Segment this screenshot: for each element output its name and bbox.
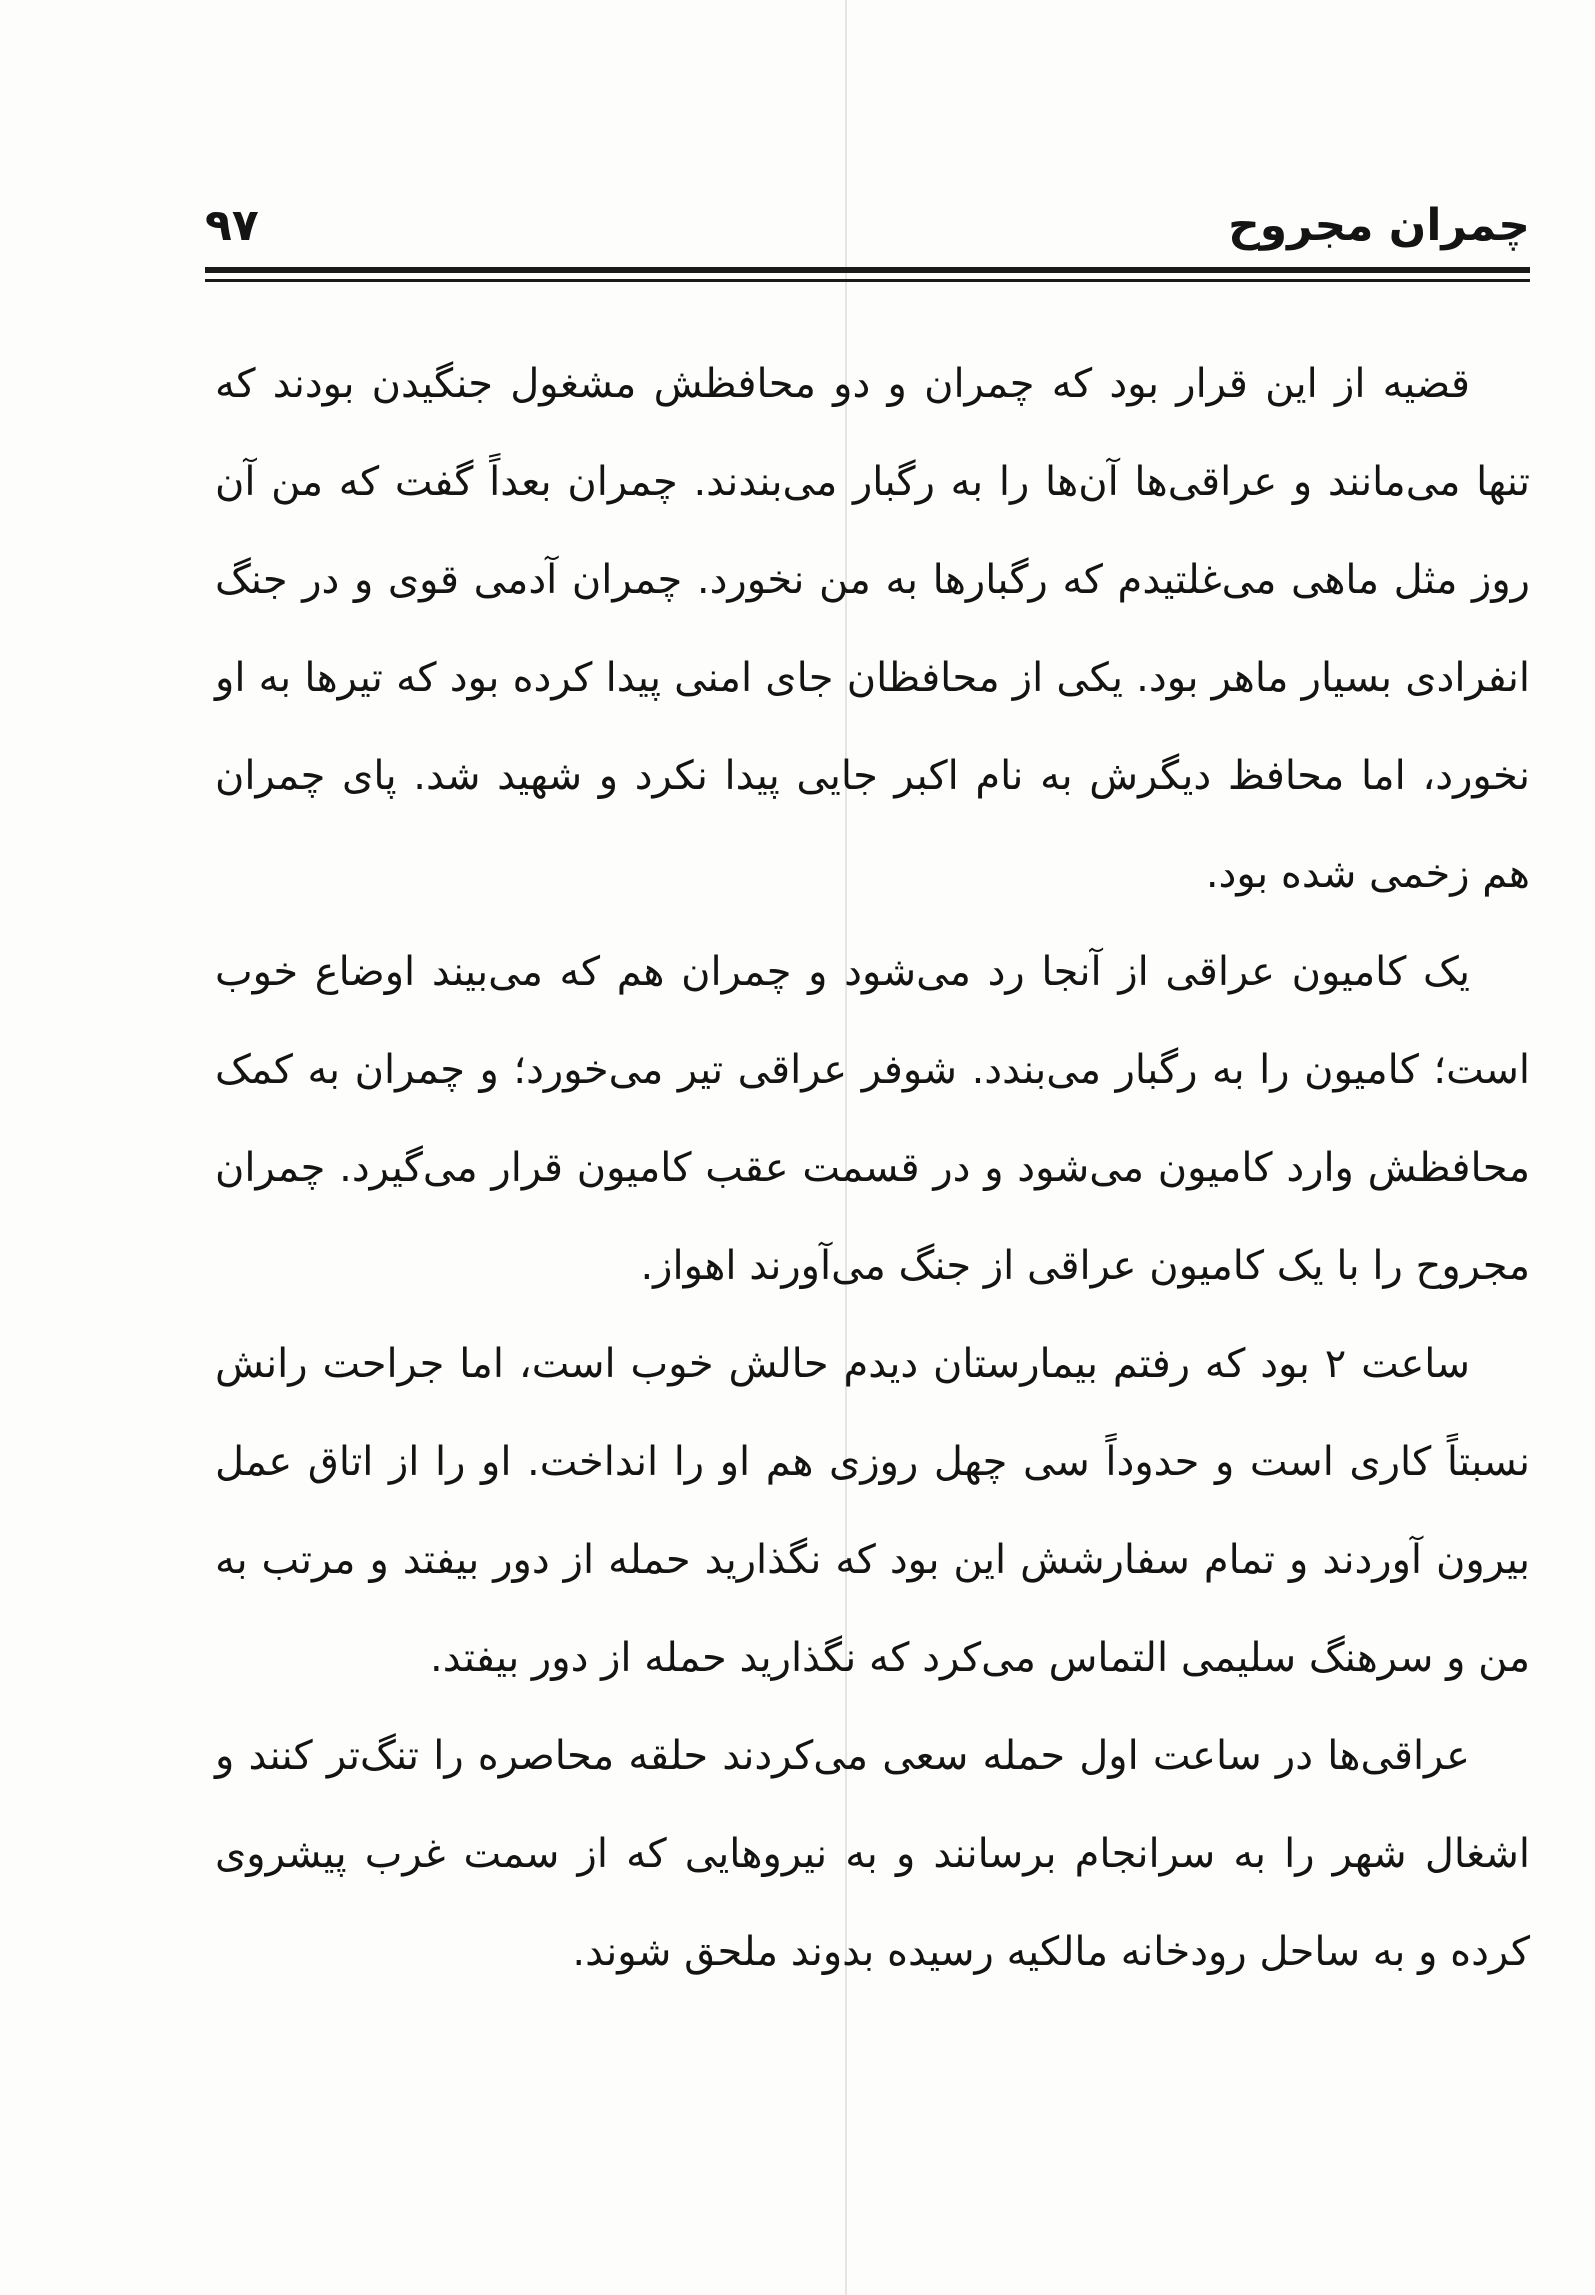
paragraph-4: عراقی‌ها در ساعت اول حمله سعی می‌کردند حلقه محاصره را تنگ‌تر کنند و اشغال شهر را به سرانجام برسانند و به نیروهایی که از سمت غرب پیشروی کرده و به ساحل رودخانه مالکیه رسیده بدوند ملحق شوند.: [215, 1733, 1530, 1975]
body-text: [215, 335, 1530, 2001]
paragraph-1: قضیه از این قرار بود که چمران و دو محافظش مشغول جنگیدن بودند که تنها می‌مانند و عراقی‌ها آن‌ها را به رگبار می‌بندند. چمران بعداً گفت که من آن روز مثل ماهی می‌غلتیدم که رگبارها به من نخورد. چمران آدمی قوی و در جنگ انفرادی بسیار ماهر بود. یکی از محافظان جای امنی پیدا کرده بود که تیرها به او نخورد، اما محافظ دیگرش به نام اکبر جایی پیدا نکرد و شهید شد. پای چمران هم زخمی شده بود.: [215, 361, 1530, 897]
header-rule-thin: [205, 279, 1530, 282]
running-header: [205, 190, 1530, 260]
header-rule-thick: [205, 267, 1530, 273]
page-number: ۹۷: [205, 200, 259, 251]
paragraph-2: یک کامیون عراقی از آنجا رد می‌شود و چمران هم که می‌بیند اوضاع خوب است؛ کامیون را به رگبار می‌بندد. شوفر عراقی تیر می‌خورد؛ و چمران به کمک محافظش وارد کامیون می‌شود و در قسمت عقب کامیون قرار می‌گیرد. چمران مجروح را با یک کامیون عراقی از جنگ می‌آورند اهواز.: [215, 949, 1530, 1289]
chapter-title: چمران مجروح: [1228, 200, 1530, 251]
paragraph-3: ساعت ۲ بود که رفتم بیمارستان دیدم حالش خوب است، اما جراحت رانش نسبتاً کاری است و حدوداً سی چهل روزی هم او را انداخت. او را از اتاق عمل بیرون آوردند و تمام سفارشش این بود که نگذارید حمله از دور بیفتد و مرتب به من و سرهنگ سلیمی التماس می‌کرد که نگذارید حمله از دور بیفتد.: [215, 1341, 1530, 1681]
